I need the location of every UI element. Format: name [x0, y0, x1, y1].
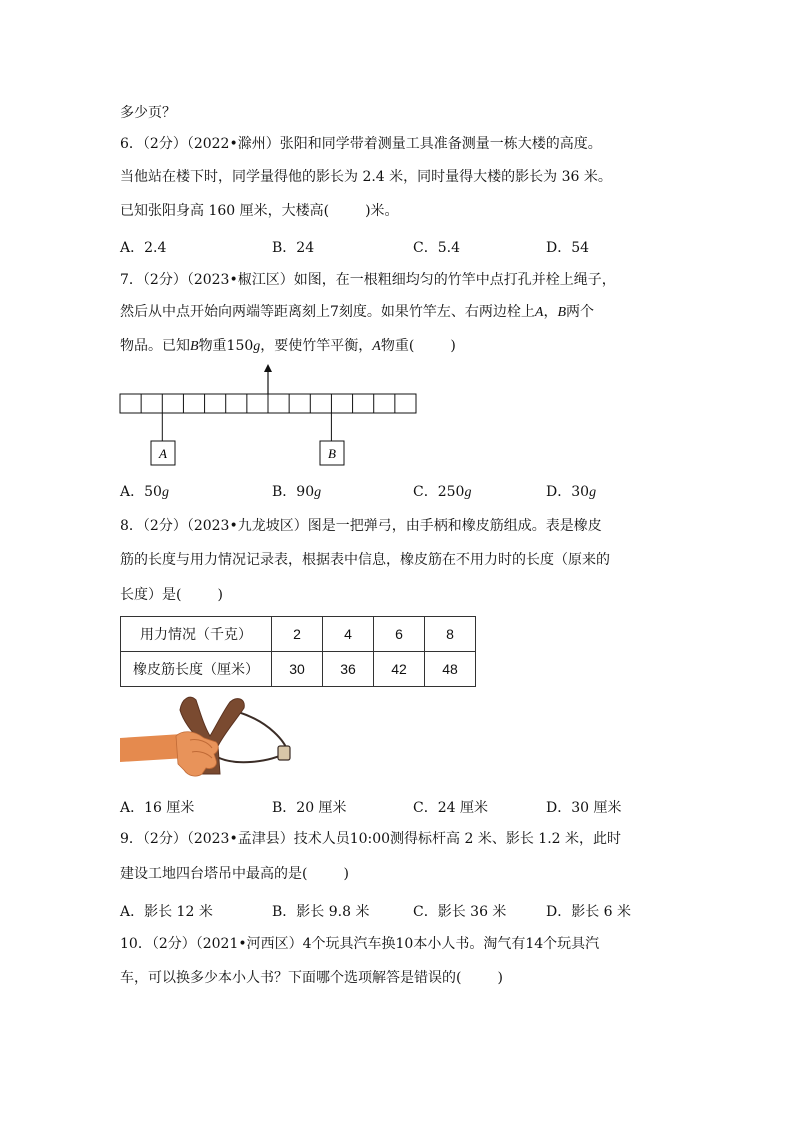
- table-cell: 4: [323, 617, 374, 652]
- q10-line-2: [120, 968, 503, 988]
- q7-option-d: D．30g: [546, 484, 597, 500]
- q8-line-2: 筋的长度与用力情况记录表，根据表中信息，橡皮筋在不用力时的长度（原来的: [120, 552, 610, 568]
- q6-line-3-text: 已知张阳身高 160 厘米，大楼高(: [120, 203, 330, 219]
- arrow-head-icon: [264, 364, 272, 372]
- q8-line-1: 8．（2分）（2023•九龙坡区）图是一把弹弓，由手柄和橡皮筋组成。表是橡皮: [120, 518, 602, 534]
- q8-option-b: B．20 厘米: [272, 800, 347, 816]
- q7-line-3: [120, 336, 456, 357]
- q9-line-1: 9．（2分）（2023•孟津县）技术人员10:00测得标杆高 2 米、影长 1.2 米，此时: [120, 831, 622, 847]
- row-header: 用力情况（千克）: [121, 617, 272, 652]
- q9-option-d: D．影长 6 米: [546, 904, 632, 920]
- q6-option-d: D．54: [546, 240, 590, 256]
- q9-option-b: B．影长 9.8 米: [272, 904, 370, 920]
- table-cell: 42: [374, 652, 425, 687]
- q6-option-c: C．5.4: [413, 240, 460, 256]
- label-a-inline: A: [534, 305, 544, 320]
- q7-line-3-c: ，要使竹竿平衡，: [260, 338, 373, 354]
- label-b-inline-2: B: [190, 339, 199, 354]
- table-cell: 6: [374, 617, 425, 652]
- q10-line-2-close: ): [497, 970, 503, 986]
- table-cell: 30: [272, 652, 323, 687]
- q7-line-1: 7．（2分）（2023•椒江区）如图，在一根粗细均匀的竹竿中点打孔并栓上绳子，: [120, 272, 616, 288]
- q7-option-c: C．250g: [413, 484, 472, 500]
- unit-g: g: [253, 339, 261, 354]
- pole: [120, 394, 416, 413]
- q8-line-3-close: ): [217, 587, 223, 603]
- label-a-inline-2: A: [372, 339, 381, 354]
- table-cell: 8: [425, 617, 476, 652]
- table-row: [121, 617, 476, 652]
- comma: ，: [543, 304, 558, 320]
- label-b-inline: B: [557, 305, 567, 320]
- q6-line-3: [120, 201, 399, 221]
- q9-line-2-close: ): [343, 866, 349, 882]
- q8-option-a: A．16 厘米: [120, 800, 195, 816]
- q6-line-1: 6．（2分）（2022•滁州）张阳和同学带着测量工具准备测量一栋大楼的高度。: [120, 136, 602, 152]
- q7-line-3-a: 物品。已知: [120, 338, 190, 354]
- q7-option-b: B．90g: [272, 484, 322, 500]
- q6-option-a: A．2.4: [120, 240, 167, 256]
- q9-option-a: A．影长 12 米: [120, 904, 213, 920]
- table-cell: 48: [425, 652, 476, 687]
- weight-a-label: A: [159, 446, 167, 461]
- q8-line-3: [120, 585, 223, 605]
- q7-line-2-end: 两个: [566, 304, 595, 320]
- q9-line-2-text: 建设工地四台塔吊中最高的是(: [120, 866, 308, 882]
- q7-line-3-close: ): [450, 338, 456, 354]
- q6-option-b: B．24: [272, 240, 315, 256]
- q7-option-a: A．50g: [120, 484, 169, 500]
- q10-line-2-text: 车，可以换多少本小人书？下面哪个选项解答是错误的(: [120, 970, 462, 986]
- q7-line-3-d: 物重(: [380, 338, 415, 354]
- table-row: [121, 652, 476, 687]
- q9-option-c: C．影长 36 米: [413, 904, 507, 920]
- q6-line-3-end: )米。: [365, 203, 399, 219]
- table-cell: 36: [323, 652, 374, 687]
- bamboo-pole-figure: [118, 362, 422, 472]
- weight-b-label: B: [328, 446, 336, 461]
- q6-line-2: 当他站在楼下时，同学量得他的影长为 2.4 米，同时量得大楼的影长为 36 米。: [120, 169, 612, 185]
- q9-line-2: [120, 864, 349, 884]
- q7-line-3-b: 物重150: [198, 338, 254, 354]
- q7-line-2: [120, 302, 594, 323]
- force-length-table: [120, 616, 476, 687]
- q10-line-1: 10．（2分）（2021•河西区）4个玩具汽车换10本小人书。淘气有14个玩具汽: [120, 936, 600, 952]
- continued-text: 多少页？: [120, 105, 176, 121]
- q8-line-3-text: 长度）是(: [120, 587, 182, 603]
- row-header: 橡皮筋长度（厘米）: [121, 652, 272, 687]
- q8-option-c: C．24 厘米: [413, 800, 488, 816]
- q8-option-d: D．30 厘米: [546, 800, 622, 816]
- pouch-icon: [278, 746, 290, 760]
- table-cell: 2: [272, 617, 323, 652]
- q7-line-2-text: 然后从中点开始向两端等距离刻上7刻度。如果竹竿左、右两边栓上: [120, 304, 535, 320]
- slingshot-illustration: [120, 692, 296, 784]
